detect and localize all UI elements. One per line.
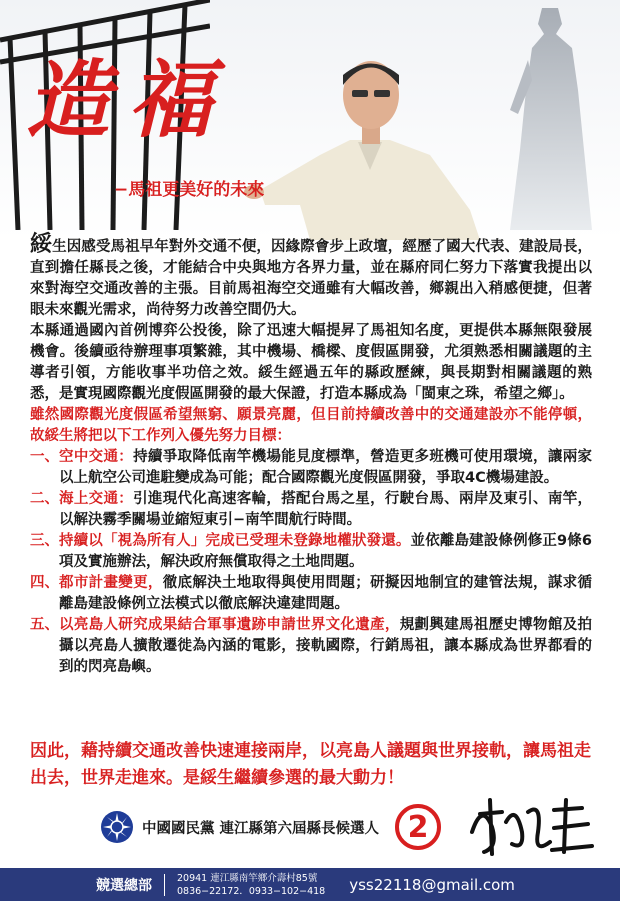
list-item-number: 四、 xyxy=(30,575,59,591)
footer-contact xyxy=(177,872,325,898)
list-item-heading: 空中交通： xyxy=(59,449,134,465)
dropcap: 綏 xyxy=(30,231,53,257)
list-item-text xyxy=(59,615,592,678)
ballot-number: 2 xyxy=(407,810,429,845)
footer-divider xyxy=(164,874,165,896)
party-emblem-icon xyxy=(100,810,134,844)
list-item-heading: 持續以「視為所有人」完成已受理未登錄地權狀發還。 xyxy=(59,533,411,549)
list-item xyxy=(30,615,592,678)
list-item xyxy=(30,573,592,615)
page-subtitle: −馬祖更美好的未來 xyxy=(114,180,265,200)
list-item xyxy=(30,447,592,489)
list-item-number: 五、 xyxy=(30,617,59,633)
candidate-signature xyxy=(462,792,612,862)
list-item-body: 規劃興建馬祖歷史博物館及拍攝以亮島人擴散遷徙為內涵的電影，接軌國際，行銷馬祖，讓本縣成為世界都看的到的閃亮島嶼。 xyxy=(59,617,593,675)
lead-paragraph: 雖然國際觀光度假區希望無窮、願景亮麗，但目前持續改善中的交通建設亦不能停頓，故綏生將把以下工作列入優先努力目標： xyxy=(30,407,592,444)
list-item-text xyxy=(59,573,592,615)
intro-paragraph-1-text: 生因感受馬祖早年對外交通不便，因緣際會步上政壇，經歷了國大代表、建設局長，直到擔任縣長之後，才能結合中央與地方各界力量，並在縣府同仁努力下落實我提出以來對海空交通改善的主張。目前馬祖海空交通雖有大幅改善，鄉親出入稍感便捷，但著眼未來觀光需求，尚待努力改善空間仍大。 xyxy=(30,239,592,318)
list-item-body: 持續爭取降低南竿機場能見度標準，營造更多班機可使用環境，讓兩家以上航空公司進駐變成為可能；配合國際觀光度假區開發，爭取4C機場建設。 xyxy=(59,449,593,486)
statue-graphic xyxy=(480,0,620,230)
hq-label: 競選總部 xyxy=(96,877,152,894)
footer-bar xyxy=(0,868,620,901)
list-item-text xyxy=(59,447,592,489)
list-item-body: 徹底解決土地取得與使用問題；研擬因地制宜的建管法規，謀求循離島建設條例立法模式以徹底解決違建問題。 xyxy=(59,575,593,612)
closing-statement: 因此，藉持續交通改善快速連接兩岸，以亮島人議題與世界接軌，讓馬祖走出去，世界走進來。是綏生繼續參選的最大動力！ xyxy=(30,741,591,788)
list-item-body: 並依離島建設條例修正9條6項及實施辦法，解決政府無償取得之土地問題。 xyxy=(59,533,592,570)
page-title: 造福 xyxy=(26,50,231,149)
main-text xyxy=(30,231,593,678)
list-item-number: 二、 xyxy=(30,491,59,507)
intro-paragraph-2: 本縣通過國內首例博弈公投後，除了迅速大幅提昇了馬祖知名度，更提供本縣無限發展機會。後續亟待辦理事項繁雜，其中機場、橋樑、度假區開發，尤須熟悉相關議題的主導者引領，方能收事半功倍之效。綏生經過五年的縣政歷練，與長期對相關議題的熟悉，是實現國際觀光度假區開發的最大保證，打造本縣成為「閩東之珠，希望之鄉」。 xyxy=(30,323,592,402)
intro-paragraph-1 xyxy=(30,231,592,321)
list-item-text xyxy=(59,531,592,573)
candidate-line xyxy=(100,804,441,850)
hq-address: 20941 連江縣南竿鄉介壽村85號 xyxy=(177,872,318,884)
list-item-heading: 都市計畫變更， xyxy=(59,575,163,591)
list-item-number: 一、 xyxy=(30,449,59,465)
list-item-heading: 以亮島人研究成果結合軍事遺跡申請世界文化遺產， xyxy=(59,617,400,633)
list-item-text xyxy=(59,489,592,531)
list-item xyxy=(30,531,592,573)
contact-email: yss22118@gmail.com xyxy=(349,875,515,894)
party-line-text: 中國國民黨 連江縣第六屆縣長候選人 xyxy=(142,820,380,837)
list-item-heading: 海上交通： xyxy=(59,491,134,507)
ballot-number-badge xyxy=(395,804,441,850)
list-item-number: 三、 xyxy=(30,533,59,549)
list-item-body: 引進現代化高速客輪，搭配台馬之星，行駛台馬、兩岸及東引、南竿，以解決霧季關場並縮短東引−南竿間航行時間。 xyxy=(59,491,593,528)
list-item xyxy=(30,489,592,531)
hq-phones: 0836−22172．0933−102−418 xyxy=(177,885,326,897)
